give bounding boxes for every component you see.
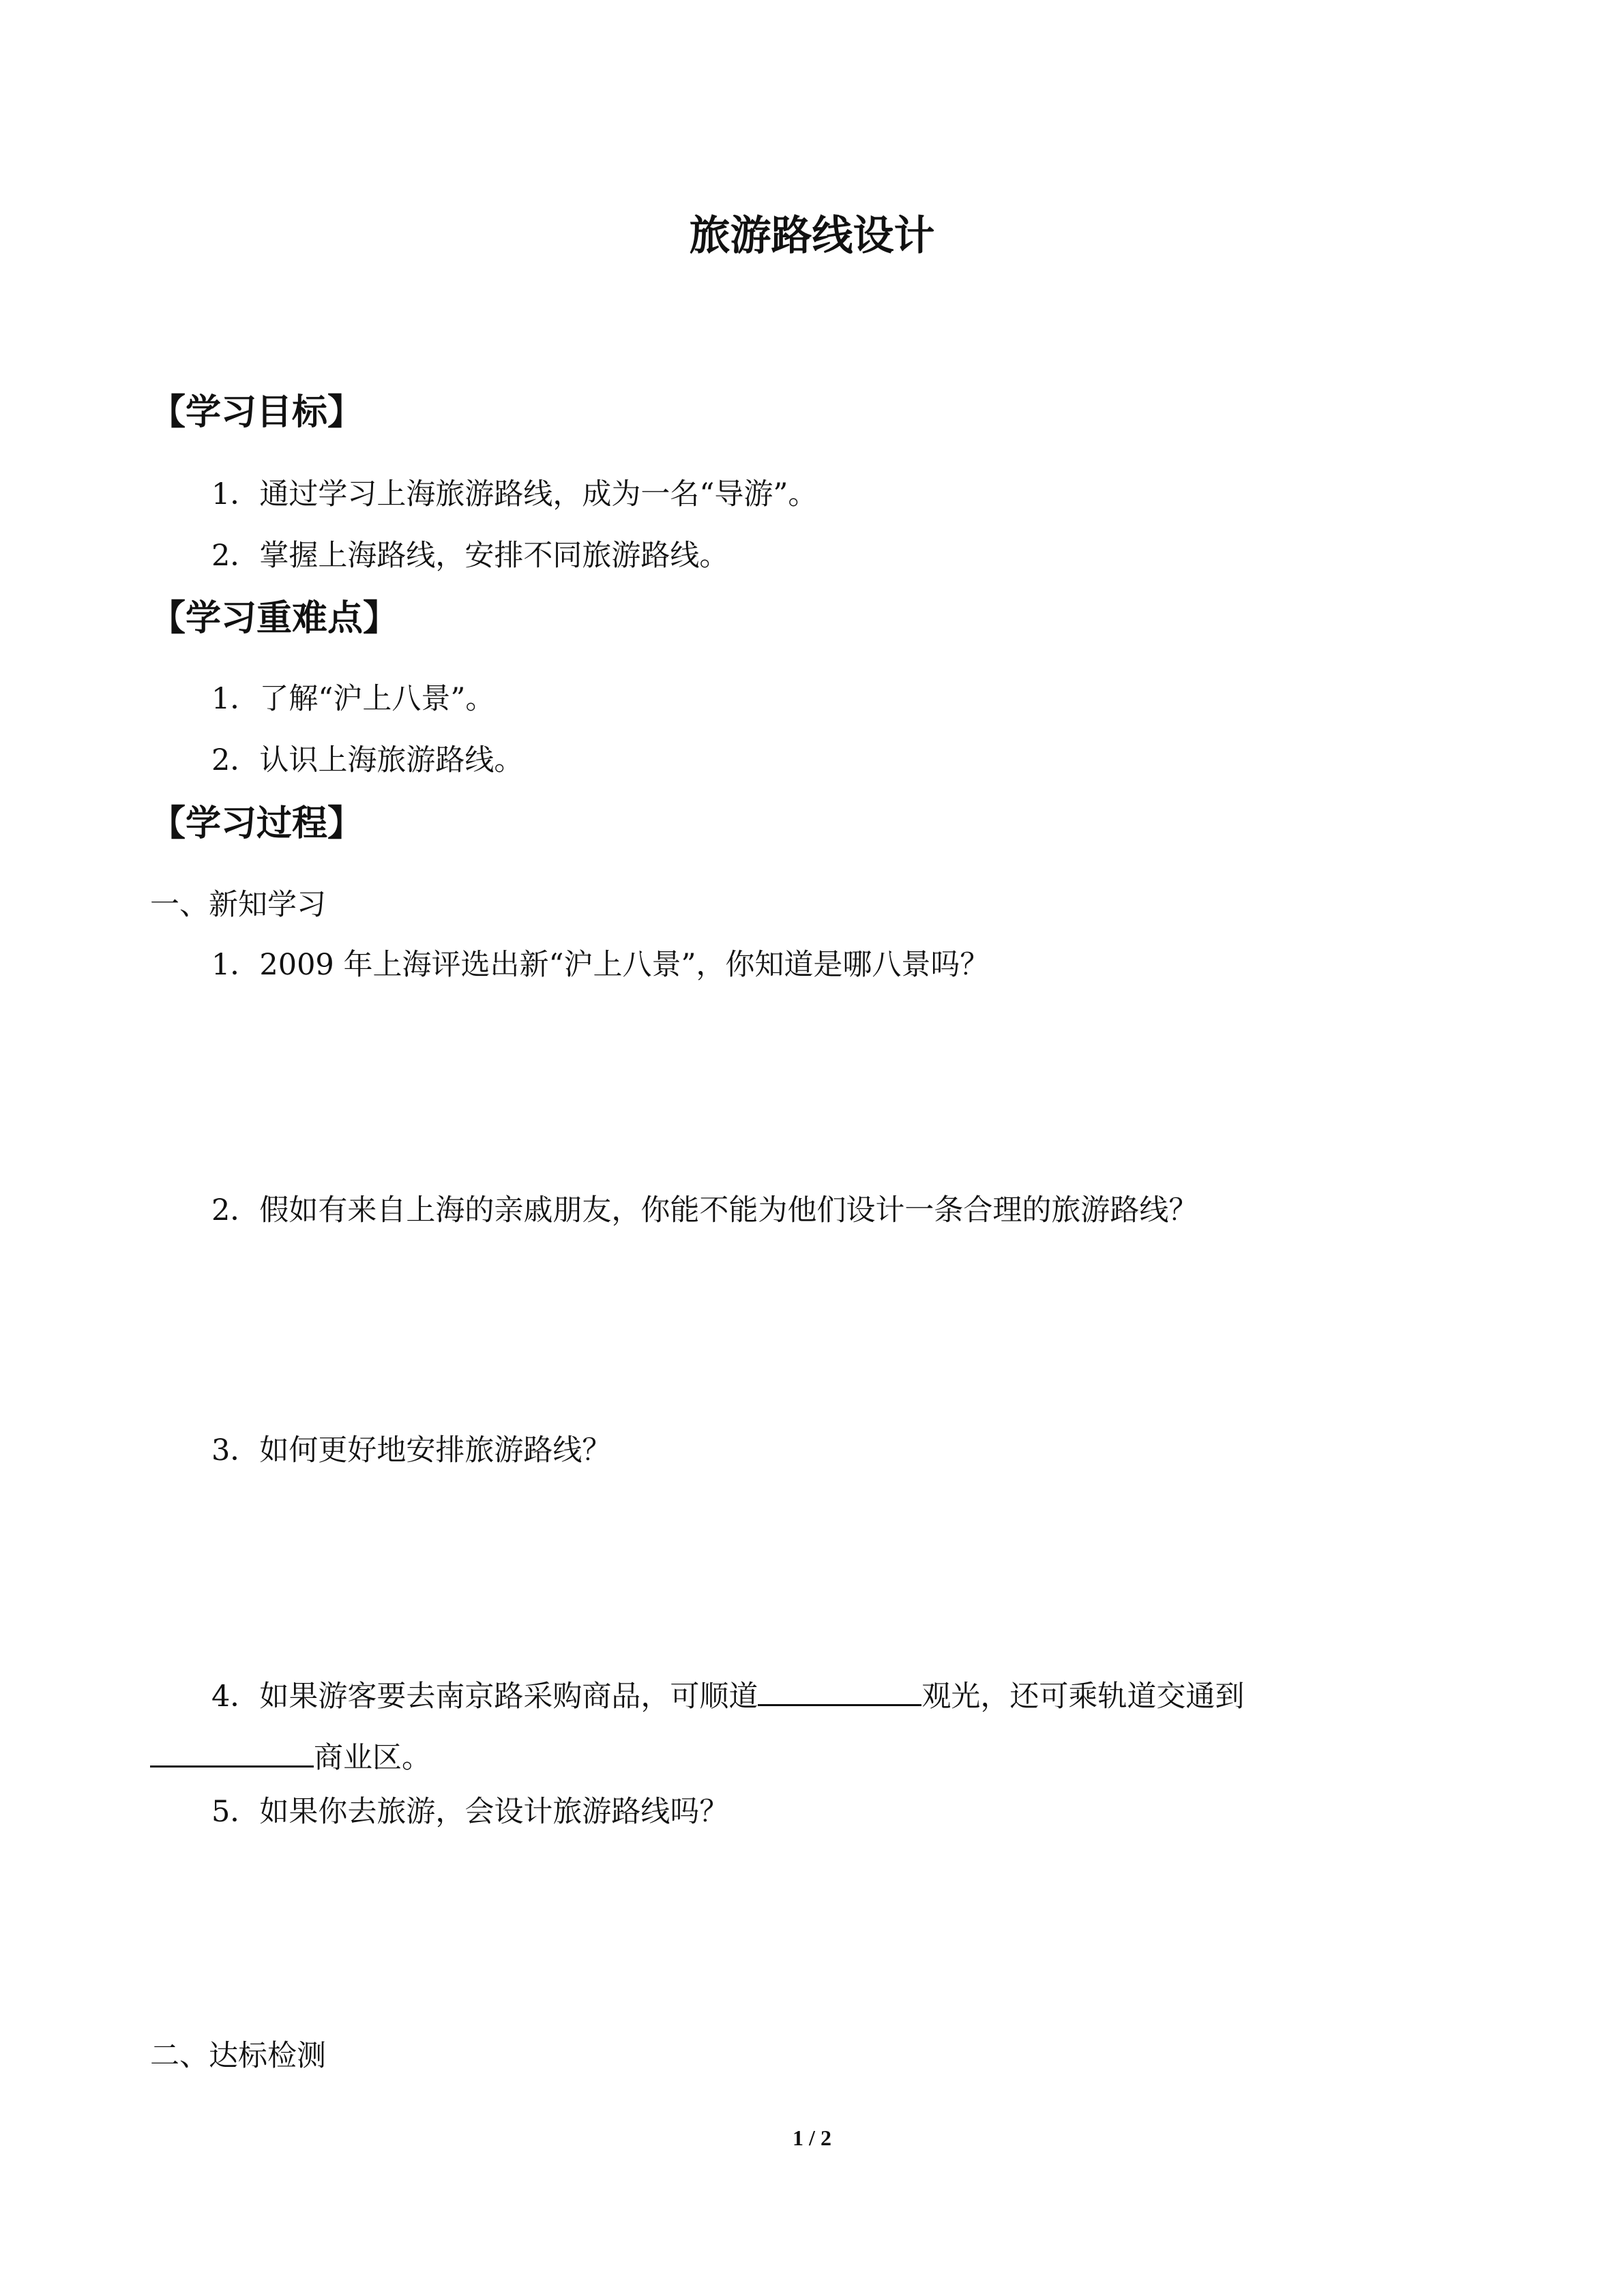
page-title: 旅游路线设计	[689, 212, 935, 260]
question-4-line-1	[211, 1674, 1244, 1717]
question-4-line-2	[150, 1735, 431, 1778]
question-3: 3．如何更好地安排旅游路线？	[211, 1433, 612, 1467]
question-4-text-b: 观光，还可乘轨道交通到	[921, 1680, 1245, 1714]
key-point-item-1: 1．了解“沪上八景”。	[211, 682, 495, 716]
page-number: 1 / 2	[793, 2126, 831, 2150]
section-heading-key-points: 【学习重难点】	[150, 598, 399, 639]
objective-item-1: 1．通过学习上海旅游路线，成为一名“导游”。	[211, 477, 818, 511]
answer-blank-1[interactable]	[758, 1674, 921, 1706]
key-point-item-2: 2．认识上海旅游路线。	[211, 743, 524, 777]
answer-blank-2[interactable]	[150, 1735, 314, 1768]
question-4-text-c: 商业区。	[314, 1741, 431, 1775]
section-heading-objectives: 【学习目标】	[150, 392, 364, 433]
question-1: 1．2009 年上海评选出新“沪上八景”，你知道是哪八景吗？	[211, 948, 990, 982]
section-heading-process: 【学习过程】	[150, 803, 364, 844]
part-heading-assessment: 二、达标检测	[150, 2039, 326, 2073]
question-2: 2．假如有来自上海的亲戚朋友，你能不能为他们设计一条合理的旅游路线？	[211, 1193, 1198, 1227]
question-4-text-a: 4．如果游客要去南京路采购商品，可顺道	[211, 1680, 758, 1714]
objective-item-2: 2．掌握上海路线，安排不同旅游路线。	[211, 539, 729, 573]
question-5: 5．如果你去旅游，会设计旅游路线吗？	[211, 1795, 729, 1829]
part-heading-new-knowledge: 一、新知学习	[150, 888, 326, 922]
